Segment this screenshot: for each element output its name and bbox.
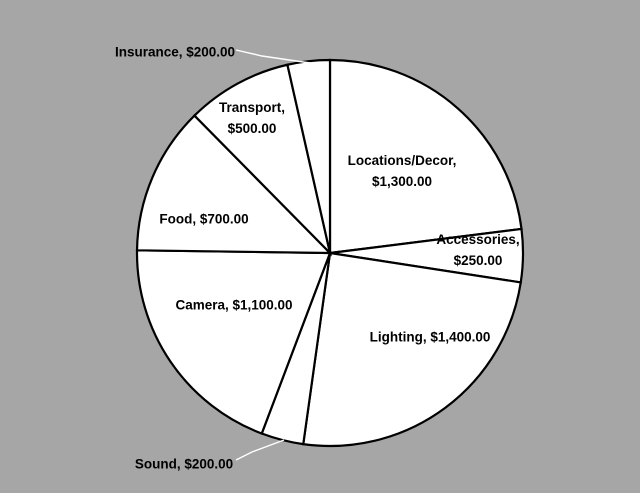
leader-line-sound bbox=[236, 440, 284, 460]
slice-label-transport-line-1: Transport, bbox=[218, 100, 286, 116]
slice-label-accessories-line-1: Accessories, bbox=[436, 232, 520, 248]
slice-label-transport-line-2: $500.00 bbox=[227, 121, 277, 137]
slice-label-locations-decor-line-2: $1,300.00 bbox=[371, 174, 433, 190]
slice-label-camera-line-1: Camera, $1,100.00 bbox=[175, 297, 293, 313]
slice-label-sound-line-1: Sound, $200.00 bbox=[134, 456, 234, 472]
slice-label-accessories-line-2: $250.00 bbox=[453, 253, 503, 269]
leader-line-insurance bbox=[236, 50, 310, 63]
slice-label-locations-decor-line-1: Locations/Decor, bbox=[347, 153, 457, 169]
slice-label-food-line-1: Food, $700.00 bbox=[159, 211, 249, 227]
slice-label-insurance-line-1: Insurance, $200.00 bbox=[114, 44, 236, 60]
pie-slice-lighting bbox=[303, 253, 520, 446]
slice-label-lighting-line-1: Lighting, $1,400.00 bbox=[369, 329, 491, 345]
